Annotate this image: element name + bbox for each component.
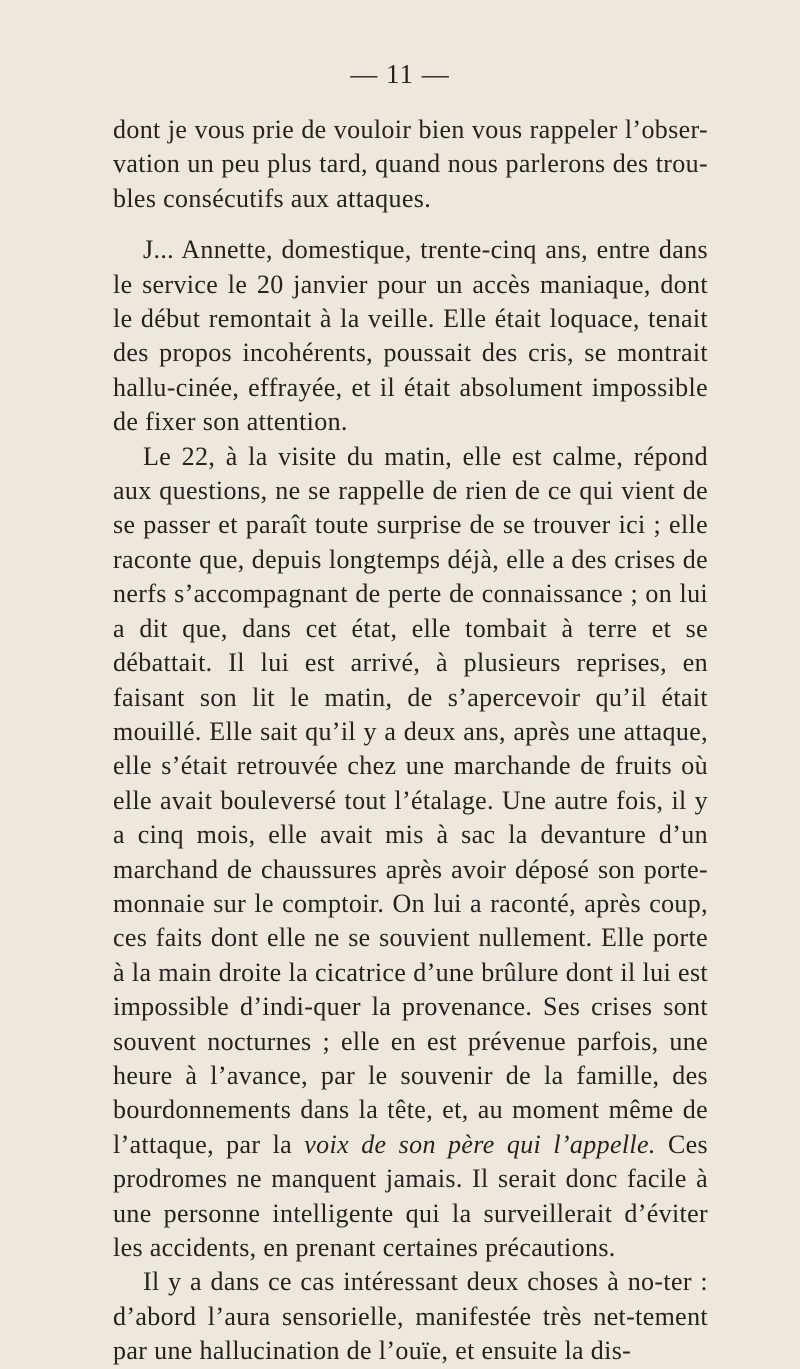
page-number-header: — 11 — [350, 59, 450, 89]
text-segment: Il y a dans ce cas intéressant deux choses à no-ter : d’abord l’aura sensorielle, manifestée très net-tement par une hallucination de l’ouïe, et ensuite la dis- [113, 1267, 708, 1366]
paragraph-commentary [113, 1265, 708, 1368]
text-segment: dont je vous prie de vouloir bien vous rappeler l’obser-vation un peu plus tard, quand nous parlerons des trou-bles consécutifs aux attaques. [113, 115, 708, 213]
paragraph-continuation [113, 113, 708, 216]
italic-text-segment: voix de son père qui l’appelle. [304, 1129, 656, 1159]
body-text [113, 113, 708, 1369]
paragraph-case-followup [113, 440, 708, 1266]
text-segment: Le 22, à la visite du matin, elle est calme, répond aux questions, ne se rappelle de rien de ce qui vient de se passer et paraît toute surprise de se trouver ici ; elle raconte que, depuis longtemps déjà, elle a des crises de nerfs s’accompagnant de perte de connaissance ; on lui a dit que, dans cet état, elle tombait à terre et se débattait. Il lui est arrivé, à plusieurs reprises, en faisant son lit le matin, de s’apercevoir qu’il était mouillé. Elle sait qu’il y a deux ans, après une attaque, elle s’était retrouvée chez une marchande de fruits où elle avait bouleversé tout l’étalage. Une autre fois, il y a cinq mois, elle avait mis à sac la devanture d’un marchand de chaussures après avoir déposé son porte-monnaie sur le comptoir. On lui a raconté, après coup, ces faits dont elle ne se souvient nullement. Elle porte à la main droite la cicatrice d’une brûlure dont il lui est impossible d’indi-quer la provenance. Ses crises sont souvent nocturnes ; elle en est prévenue parfois, une heure à l’avance, par le souvenir de la famille, des bourdonnements dans la tête, et, au moment même de l’attaque, par la [113, 441, 708, 1159]
text-segment: J... Annette, domestique, trente-cinq ans, entre dans le service le 20 janvier pour un accès maniaque, dont le début remontait à la veille. Elle était loquace, tenait des propos incohérents, poussait des cris, se montrait hallu-cinée, effrayée, et il était absolument impossible de fixer son attention. [113, 235, 708, 437]
paragraph-case-intro [113, 233, 708, 439]
text-segment: Ces prodromes ne manquent jamais. Il serait donc facile à une personne intelligente qui la surveillerait d’éviter les accidents, en prenant certaines précautions. [113, 1129, 708, 1262]
